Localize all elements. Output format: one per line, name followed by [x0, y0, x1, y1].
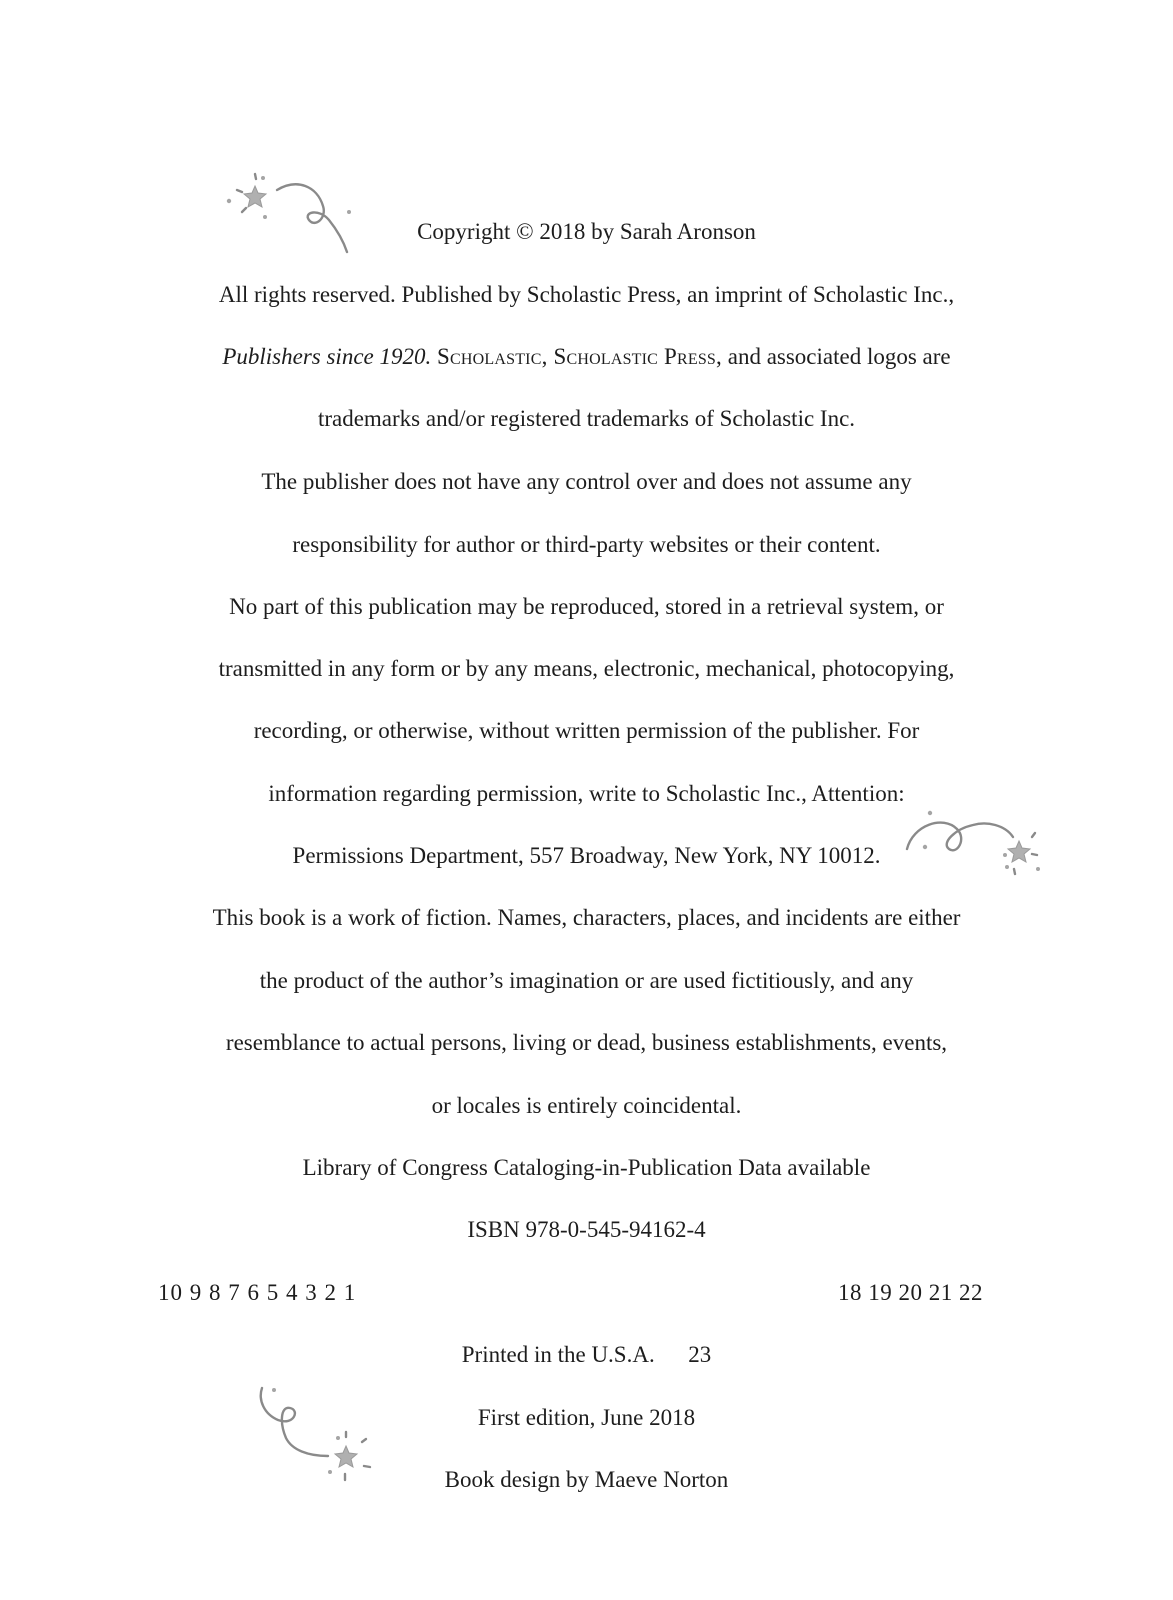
printed-code: 23 — [688, 1342, 712, 1367]
isbn-line: ISBN 978-0-545-94162-4 — [467, 1217, 706, 1242]
printing-numbers: 10 9 8 7 6 5 4 3 2 1 — [158, 1280, 357, 1305]
fiction-line-2: the product of the author’s imagination or are used fictitiously, and any — [259, 968, 914, 993]
reproduction-line-3: recording, or otherwise, without written permission of the publisher. For — [253, 718, 920, 743]
rights-line-1: All rights reserved. Published by Scholastic Press, an imprint of Scholastic Inc., — [218, 282, 955, 307]
reproduction-line-1: No part of this publication may be reproduced, stored in a retrieval system, or — [229, 594, 944, 619]
reproduction-line-4: information regarding permission, write to Scholastic Inc., Attention: — [268, 781, 905, 806]
fiction-line-1: This book is a work of fiction. Names, characters, places, and incidents are either — [212, 905, 961, 930]
reproduction-line-5: Permissions Department, 557 Broadway, New York, NY 10012. — [292, 843, 881, 868]
fiction-line-4: or locales is entirely coincidental. — [431, 1093, 742, 1118]
reproduction-line-2: transmitted in any form or by any means, electronic, mechanical, photocopying, — [218, 656, 955, 681]
printed-line — [0, 1340, 1173, 1370]
rights-line-2 — [0, 342, 1173, 372]
trademark-names: Scholastic, Scholastic Press, — [437, 344, 722, 369]
rights-line-2-rest: and associated logos are — [727, 344, 951, 369]
year-numbers: 18 19 20 21 22 — [838, 1280, 983, 1305]
publishers-since: Publishers since 1920. — [222, 344, 432, 369]
disclaimer-line-2: responsibility for author or third-party websites or their content. — [292, 532, 881, 557]
cip-line: Library of Congress Cataloging-in-Publication Data available — [302, 1155, 871, 1180]
disclaimer-line-1: The publisher does not have any control over and does not assume any — [261, 469, 912, 494]
design-line: Book design by Maeve Norton — [444, 1467, 729, 1492]
edition-line: First edition, June 2018 — [477, 1405, 696, 1430]
rights-line-3: trademarks and/or registered trademarks of Scholastic Inc. — [317, 406, 856, 431]
sparkle-swirl-icon — [215, 168, 365, 263]
printed-in: Printed in the U.S.A. — [461, 1342, 655, 1367]
fiction-line-3: resemblance to actual persons, living or dead, business establishments, events, — [225, 1030, 948, 1055]
copyright-line: Copyright © 2018 by Sarah Aronson — [417, 219, 756, 244]
